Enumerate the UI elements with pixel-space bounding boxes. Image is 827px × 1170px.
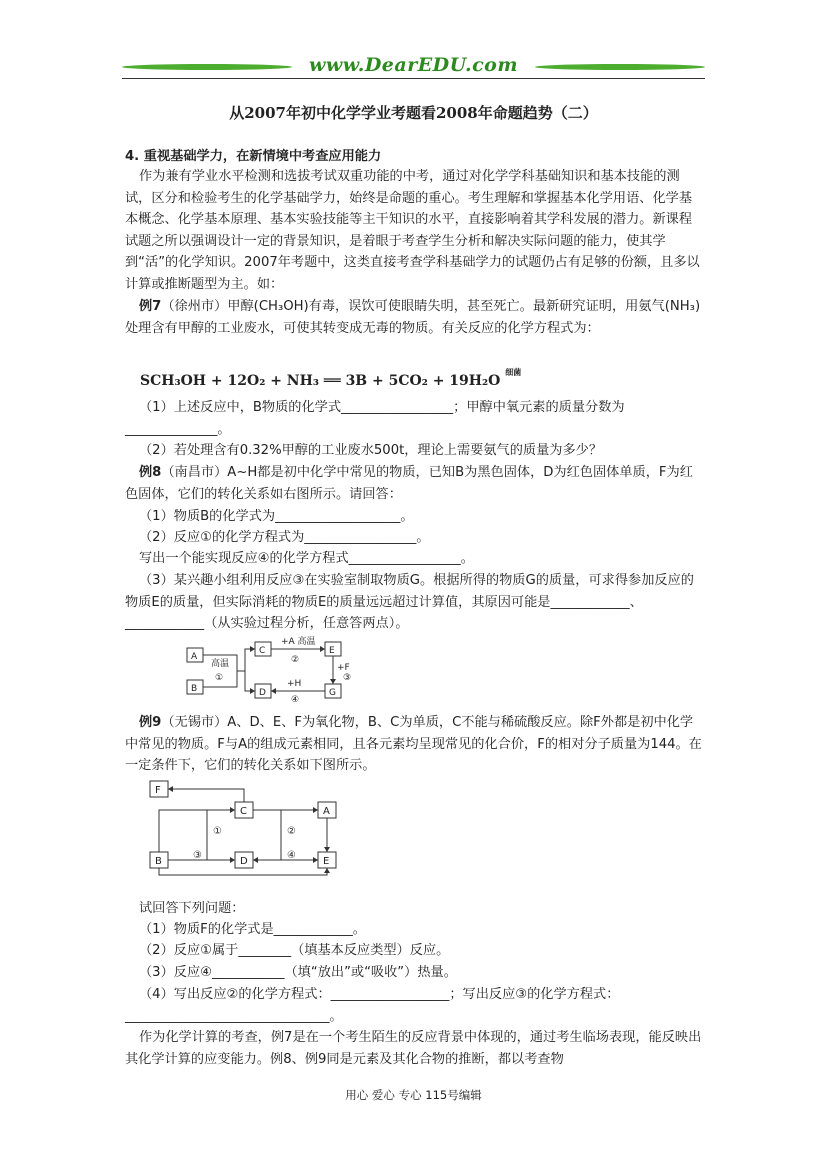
label-r1-9: ①: [213, 826, 222, 837]
example-7-equation: [140, 367, 522, 389]
example-7-label: 例7: [139, 299, 162, 314]
example-8-question-4: （3）某兴趣小组利用反应③在实验室制取物质G。根据所得的物质G的质量，可求得参加反应的物质E的质量，但实际消耗的物质E的质量远远超过计算值，其原因可能是____________、____________（从实验过程分析，任意答两点）。: [125, 573, 694, 631]
example-7-body: （徐州市）甲醇(CH₃OH)有毒，误饮可使眼睛失明，甚至死亡。最新研究证明，用氨气(NH₃)处理含有甲醇的工业废水，可使其转变成无毒的物质。有关反应的化学方程式为：: [125, 299, 701, 336]
document-title: 从2007年初中化学学业考题看2008年命题趋势（二）: [229, 104, 598, 122]
label-b9: B: [155, 856, 162, 867]
example-8-label: 例8: [139, 465, 162, 480]
label-plus-h: +H: [287, 679, 302, 689]
arrow-to-d: [253, 810, 281, 860]
example-9-question-1: （1）物质F的化学式是____________。: [139, 922, 366, 937]
arrow-b-e: [159, 868, 327, 875]
example-8-text: [125, 462, 705, 505]
label-e9: E: [323, 856, 330, 867]
label-a: A: [191, 652, 198, 662]
label-r3: ③: [343, 673, 352, 683]
label-plus-f: +F: [337, 663, 350, 673]
intro-paragraph: 作为兼有学业水平检测和选拔考试双重功能的中考，通过对化学学科基础知识和基本技能的测试，区分和检验考生的化学基础学力，始终是命题的重心。考生理解和掌握基本化学用语、化学基本概念、化学基本原理、基本实验技能等主干知识的水平，直接影响着其学科发展的潜力。新课程试题之所以强调设计一定的背景知识，是着眼于考查学生分析和解决实际问题的能力，使其学到“活”的化学知识。2007年考题中，这类直接考查学科基础学力的试题仍占有足够的份额，且多以计算或推断题型为主。如：: [125, 169, 700, 292]
label-g: G: [329, 688, 336, 698]
label-plus-a: +A 高温: [281, 637, 316, 647]
example-9-diagram: [147, 778, 343, 878]
banner-url: www.DearEDU.com: [309, 54, 518, 76]
example-8-question-3: 写出一个能实现反应④的化学方程式_________________。: [139, 551, 474, 566]
label-e: E: [329, 646, 335, 656]
example-9-body: （无锡市）A、D、E、F为氧化物，B、C为单质，C不能与稀硫酸反应。除F外都是初中化学中常见的物质。F与A的组成元素相同，且各元素均呈现常见的化合价，F的相对分子质量为144。在一定条件下，它们的转化关系如下图所示。: [125, 715, 702, 773]
label-r2-9: ②: [287, 826, 296, 837]
label-d: D: [259, 688, 266, 698]
example-7-question-1: （1）上述反应中，B物质的化学式_________________；甲醇中氧元素的质量分数为______________。: [125, 400, 625, 437]
example-8-diagram: [185, 636, 365, 704]
label-c: C: [259, 646, 266, 656]
label-f: F: [155, 785, 161, 796]
example-9-question-3: （3）反应④___________（填“放出”或“吸收”）热量。: [139, 965, 457, 980]
label-r4: ④: [291, 695, 300, 704]
label-a9: A: [323, 806, 330, 817]
label-r1: ①: [215, 673, 224, 683]
site-banner: [122, 54, 705, 82]
section-heading: 4. 重视基础学力，在新情境中考查应用能力: [125, 149, 382, 164]
example-8-body: （南昌市）A~H都是初中化学中常见的物质，已知B为黑色固体，D为红色固体单质，F为红色固体，它们的转化关系如右图所示。请回答：: [125, 465, 693, 502]
label-r4-9: ④: [287, 850, 296, 861]
label-c9: C: [240, 806, 247, 817]
label-high-temp: 高温: [211, 659, 230, 669]
equation-text: SCH₃OH + 12O₂ + NH₃ ══ 3B + 5CO₂ + 19H₂O: [140, 373, 501, 389]
example-8-question-2: （2）反应①的化学方程式为_________________。: [139, 530, 430, 545]
connector-ab: [203, 649, 255, 691]
page-footer: 用心 爱心 专心 115号编辑: [345, 1088, 482, 1102]
example-9-text: [125, 712, 705, 777]
example-9-prompt: 试回答下列问题：: [139, 901, 245, 916]
arrow-f-c: [168, 789, 244, 802]
example-9-question-4: （4）写出反应②的化学方程式：__________________；写出反应③的化学方程式：_______________________________。: [125, 987, 620, 1024]
label-r3-9: ③: [193, 850, 202, 861]
banner-rule: [122, 78, 705, 79]
label-b: B: [191, 684, 198, 694]
example-8-question-1: （1）物质B的化学式为___________________。: [139, 509, 414, 524]
closing-paragraph: 作为化学计算的考查，例7是在一个考生陌生的反应背景中体现的，通过考生临场表现，能反映出其化学计算的应变能力。例8、例9同是元素及其化合物的推断，都以考查物: [125, 1030, 702, 1067]
equation-condition: 细菌: [505, 367, 522, 377]
label-d9: D: [240, 856, 248, 867]
example-7-text: [125, 296, 705, 339]
example-7-question-2: （2）若处理含有0.32%甲醇的工业废水500t，理论上需要氨气的质量为多少？: [139, 443, 603, 458]
example-9-question-2: （2）反应①属于________（填基本反应类型）反应。: [139, 943, 450, 958]
example-9-label: 例9: [139, 715, 162, 730]
label-r2: ②: [291, 655, 300, 665]
